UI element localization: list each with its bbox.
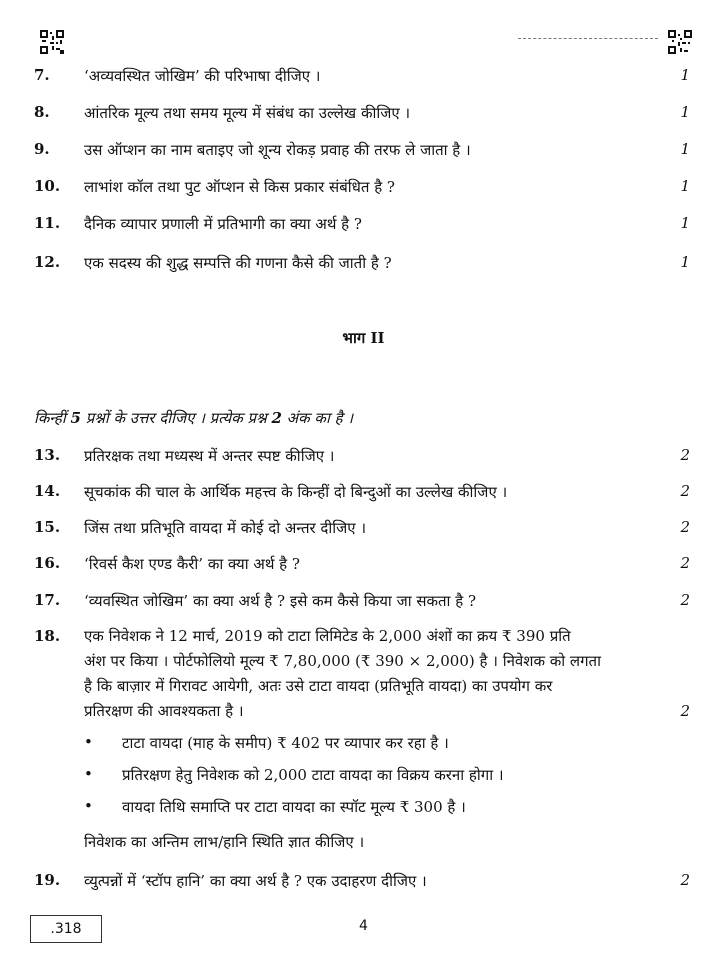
question-18-closing: निवेशक का अन्तिम लाभ/हानि स्थिति ज्ञात कीजिए । — [84, 833, 365, 851]
question-number: 7. — [34, 66, 50, 84]
paper-code: .318 — [30, 915, 102, 943]
section-heading: भाग II — [342, 329, 385, 347]
question-marks: 2 — [680, 518, 690, 536]
question-text: ‘अव्यवस्थित जोखिम’ की परिभाषा दीजिए । — [84, 67, 321, 85]
question-number: 11. — [34, 214, 61, 232]
question-text: उस ऑप्शन का नाम बताइए जो शून्य रोकड़ प्रवाह की तरफ ले जाता है । — [84, 141, 471, 159]
qr-code-icon — [668, 30, 692, 54]
question-text-line: प्रतिरक्षण की आवश्यकता है । — [84, 702, 244, 720]
bullet-text: टाटा वायदा (माह के समीप) ₹ 402 पर व्यापार कर रहा है । — [122, 734, 449, 752]
instruction-middle: प्रश्नों के उत्तर दीजिए । प्रत्येक प्रश्न — [80, 409, 272, 427]
question-text: व्युत्पन्नों में ‘स्टॉप हानि’ का क्या अर्थ है ? एक उदाहरण दीजिए । — [84, 872, 427, 890]
question-marks: 2 — [680, 591, 690, 609]
bullet-text: प्रतिरक्षण हेतु निवेशक को 2,000 टाटा वायदा का विक्रय करना होगा । — [122, 766, 504, 784]
question-18-text — [84, 624, 674, 724]
question-text-line: है कि बाज़ार में गिरावट आयेगी, अतः उसे टाटा वायदा (प्रतिभूति वायदा) का उपयोग कर — [84, 677, 553, 695]
question-number: 9. — [34, 140, 50, 158]
section-instruction — [34, 408, 353, 428]
question-marks: 2 — [680, 482, 690, 500]
question-number: 17. — [34, 591, 61, 609]
question-text: जिंस तथा प्रतिभूति वायदा में कोई दो अन्तर दीजिए । — [84, 519, 367, 537]
question-text: एक सदस्य की शुद्ध सम्पत्ति की गणना कैसे की जाती है ? — [84, 254, 392, 272]
page-number: 4 — [359, 918, 368, 934]
question-text: ‘रिवर्स कैश एण्ड कैरी’ का क्या अर्थ है ? — [84, 555, 300, 573]
bullet-text: वायदा तिथि समाप्ति पर टाटा वायदा का स्पॉट मूल्य ₹ 300 है । — [122, 798, 466, 816]
question-marks: 2 — [680, 446, 690, 464]
instruction-count: 5 — [70, 409, 81, 427]
question-marks: 2 — [680, 871, 690, 889]
instruction-suffix: अंक का है । — [281, 409, 354, 427]
question-marks: 1 — [680, 177, 690, 195]
bullet-icon: • — [84, 765, 93, 783]
question-marks: 1 — [680, 214, 690, 232]
question-text: ‘व्यवस्थित जोखिम’ का क्या अर्थ है ? इसे कम कैसे किया जा सकता है ? — [84, 592, 476, 610]
question-marks: 1 — [680, 140, 690, 158]
question-number: 12. — [34, 253, 61, 271]
header-rule — [518, 38, 658, 39]
question-text: सूचकांक की चाल के आर्थिक महत्त्व के किन्हीं दो बिन्दुओं का उल्लेख कीजिए । — [84, 483, 508, 501]
question-text: दैनिक व्यापार प्रणाली में प्रतिभागी का क्या अर्थ है ? — [84, 215, 362, 233]
question-text-line: एक निवेशक ने 12 मार्च, 2019 को टाटा लिमिटेड के 2,000 अंशों का क्रय ₹ 390 प्रति — [84, 627, 571, 645]
question-number: 10. — [34, 177, 61, 195]
question-number: 15. — [34, 518, 61, 536]
question-number: 8. — [34, 103, 50, 121]
question-number: 19. — [34, 871, 61, 889]
bullet-icon: • — [84, 733, 93, 751]
question-marks: 1 — [680, 253, 690, 271]
question-text: प्रतिरक्षक तथा मध्यस्थ में अन्तर स्पष्ट कीजिए । — [84, 447, 335, 465]
qr-code-icon — [40, 30, 64, 54]
question-text: आंतरिक मूल्य तथा समय मूल्य में संबंध का उल्लेख कीजिए । — [84, 104, 411, 122]
question-number: 18. — [34, 627, 61, 645]
question-marks: 1 — [680, 103, 690, 121]
question-number: 16. — [34, 554, 61, 572]
question-number: 14. — [34, 482, 61, 500]
question-marks: 2 — [680, 554, 690, 572]
bullet-icon: • — [84, 797, 93, 815]
question-marks: 2 — [680, 702, 690, 720]
question-marks: 1 — [680, 66, 690, 84]
question-text: लाभांश कॉल तथा पुट ऑप्शन से किस प्रकार संबंधित है ? — [84, 178, 395, 196]
question-text-line: अंश पर किया । पोर्टफोलियो मूल्य ₹ 7,80,000 (₹ 390 × 2,000) है । निवेशक को लगता — [84, 652, 601, 670]
instruction-prefix: किन्हीं — [34, 409, 71, 427]
instruction-mark: 2 — [271, 409, 282, 427]
question-number: 13. — [34, 446, 61, 464]
